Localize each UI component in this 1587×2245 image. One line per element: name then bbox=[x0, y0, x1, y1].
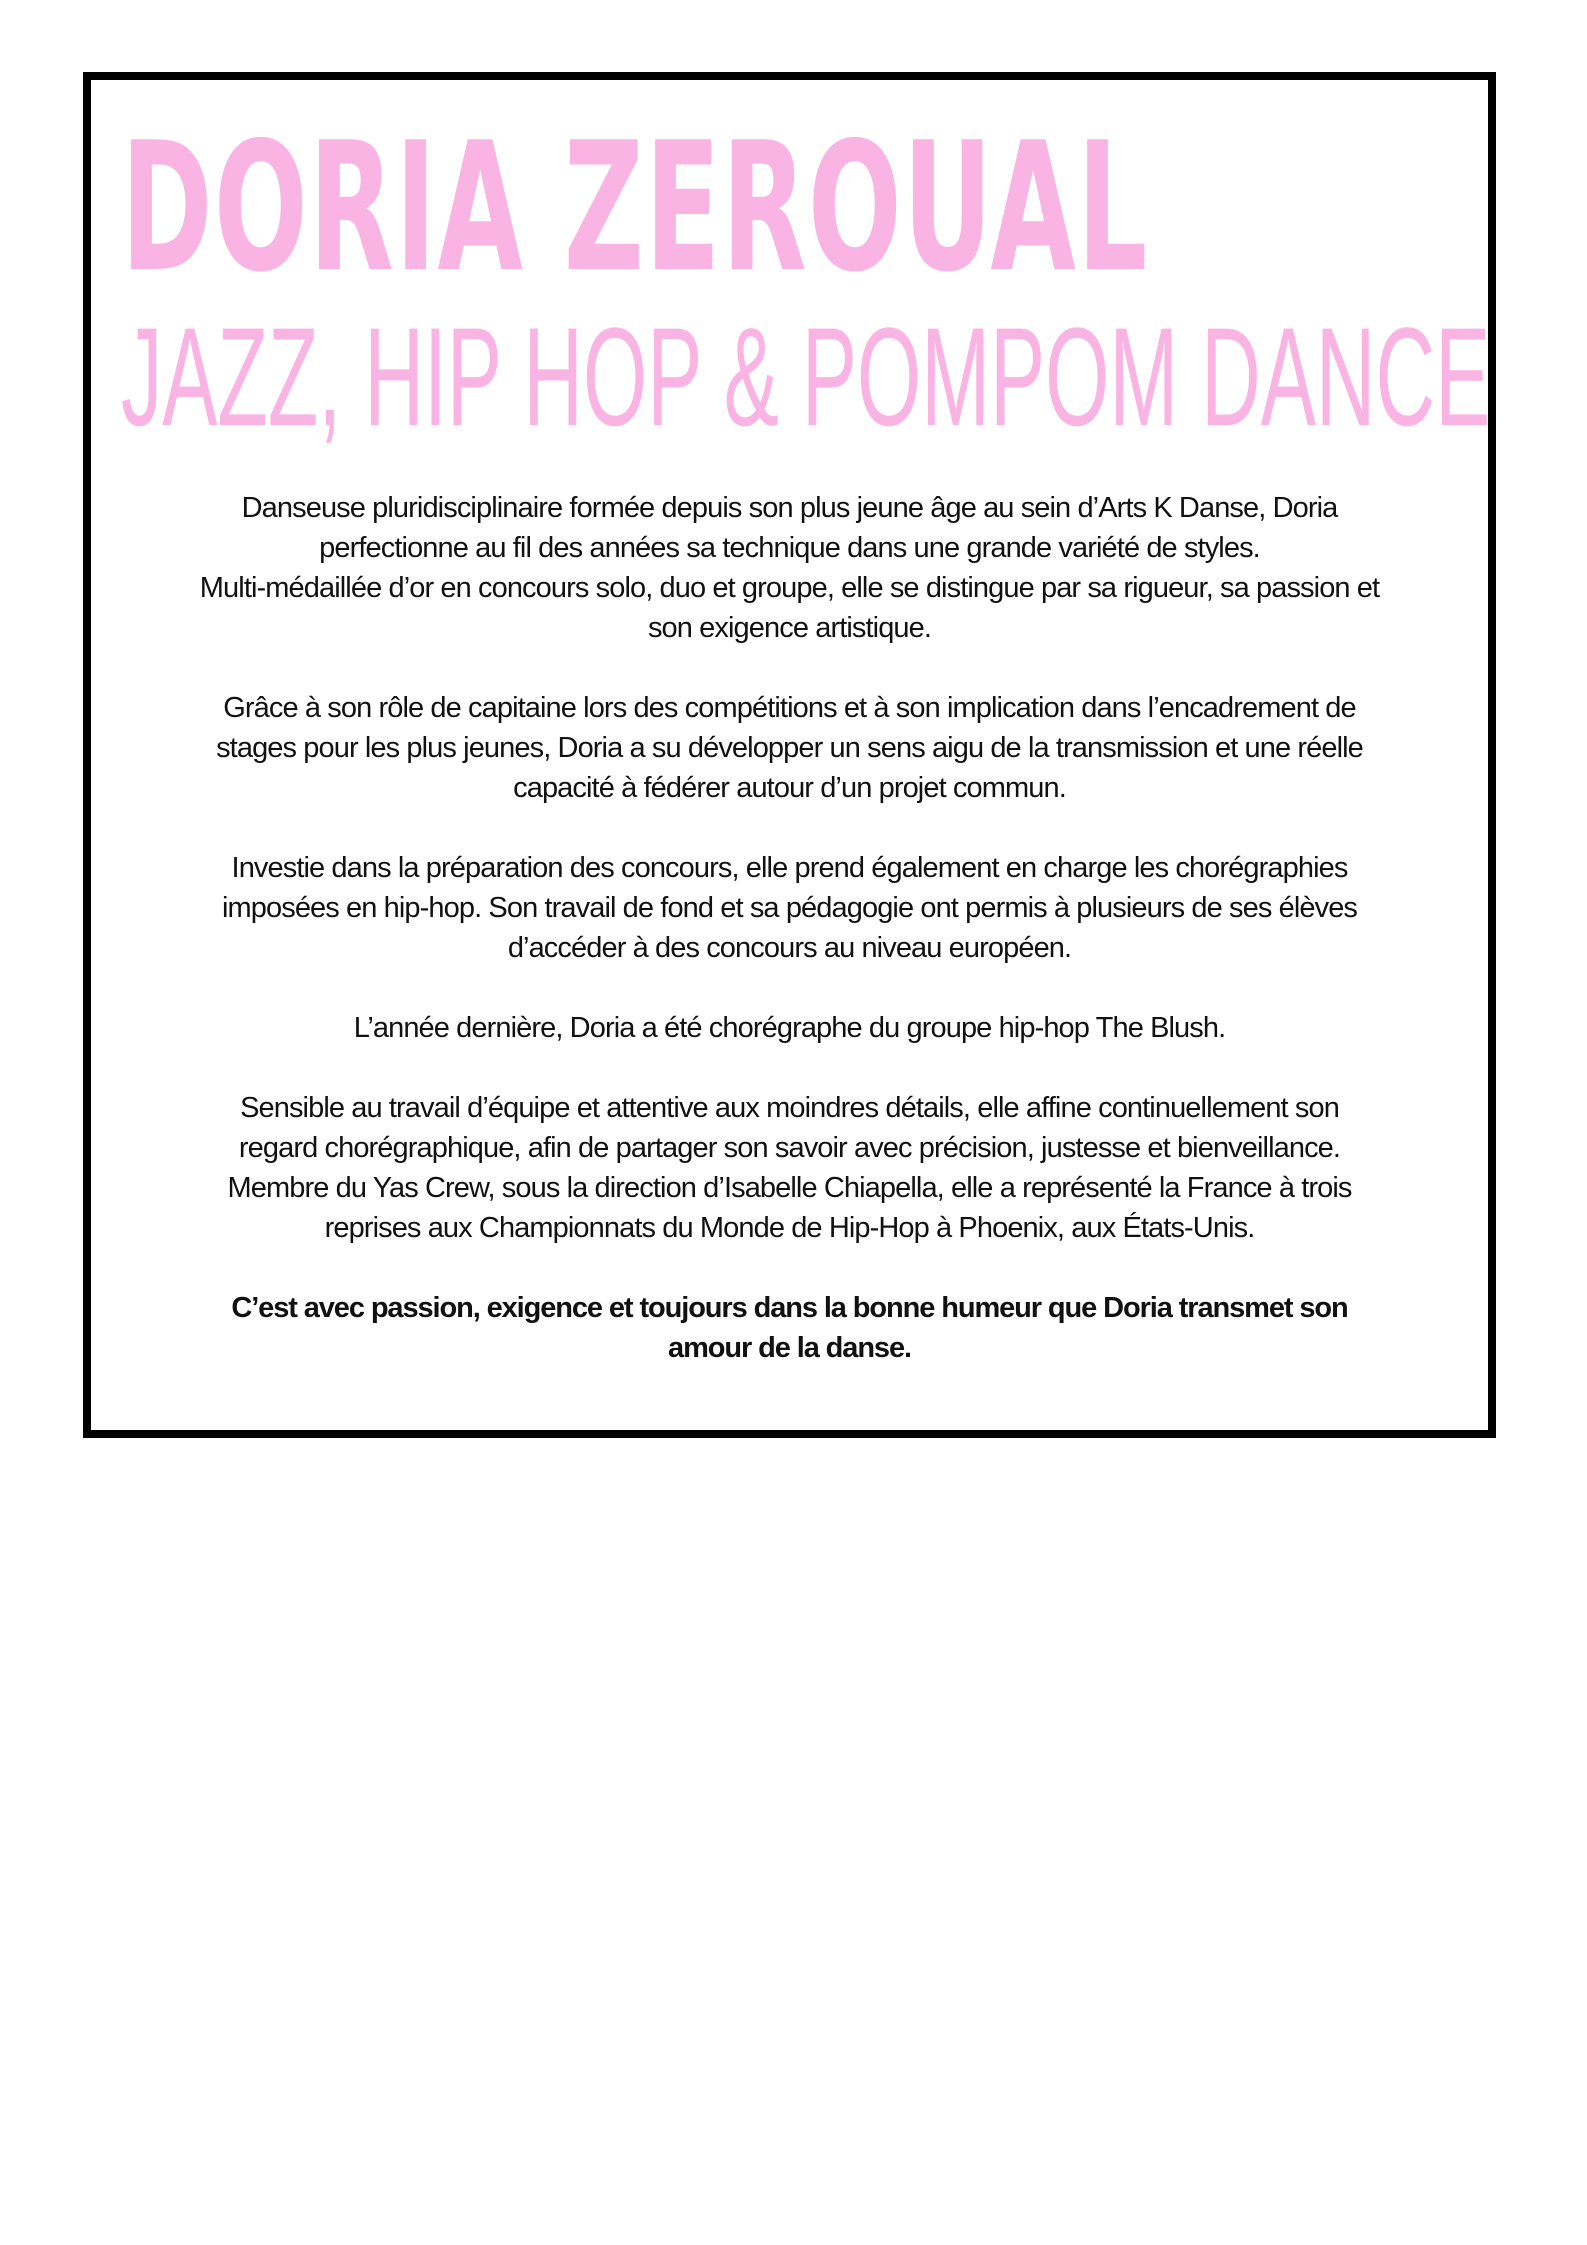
bio-line: son exigence artistique. bbox=[647, 612, 932, 644]
bio-line: perfectionne au fil des années sa technique dans une grande variété de styles. bbox=[319, 532, 1260, 564]
bio-line: Sensible au travail d’équipe et attentive aux moindres détails, elle affine continuellement son bbox=[240, 1092, 1339, 1124]
dance-disciplines: JAZZ, HIP HOP & POMPOM DANCE bbox=[121, 298, 1491, 455]
bio-paragraph-competitions bbox=[105, 848, 1474, 968]
bio-line: Multi-médaillée d’or en concours solo, duo et groupe, elle se distingue par sa rigueur, sa passion et bbox=[199, 572, 1380, 604]
bio-line: capacité à fédérer autour d’un projet commun. bbox=[513, 772, 1066, 804]
bio-line: Grâce à son rôle de capitaine lors des compétitions et à son implication dans l’encadrement de bbox=[223, 692, 1356, 724]
bio-paragraph-training bbox=[105, 488, 1474, 648]
bio-line: stages pour les plus jeunes, Doria a su développer un sens aigu de la transmission et une réelle bbox=[216, 732, 1363, 764]
bio-paragraph-choreographer bbox=[105, 1008, 1474, 1048]
bio-line: C’est avec passion, exigence et toujours dans la bonne humeur que Doria transmet son bbox=[231, 1292, 1348, 1324]
bio-line: Investie dans la préparation des concours, elle prend également en charge les chorégraphies bbox=[231, 852, 1348, 884]
bio-line: amour de la danse. bbox=[668, 1332, 911, 1364]
biography bbox=[105, 488, 1474, 1368]
bio-closing-statement bbox=[105, 1288, 1474, 1368]
dancer-name: DORIA ZEROUAL bbox=[121, 104, 1149, 311]
bio-paragraph-teamwork bbox=[105, 1088, 1474, 1248]
bio-line: reprises aux Championnats du Monde de Hip-Hop à Phoenix, aux États-Unis. bbox=[324, 1212, 1255, 1244]
bio-line: L’année dernière, Doria a été chorégraphe du groupe hip-hop The Blush. bbox=[353, 1012, 1226, 1044]
bio-line: regard chorégraphique, afin de partager son savoir avec précision, justesse et bienveillance. bbox=[238, 1132, 1341, 1164]
bio-paragraph-captain bbox=[105, 688, 1474, 808]
bio-line: imposées en hip-hop. Son travail de fond et sa pédagogie ont permis à plusieurs de ses élèves bbox=[221, 892, 1358, 924]
bio-line: Danseuse pluridisciplinaire formée depuis son plus jeune âge au sein d’Arts K Danse, Doria bbox=[241, 492, 1338, 524]
bio-frame bbox=[83, 72, 1496, 1438]
bio-line: Membre du Yas Crew, sous la direction d’Isabelle Chiapella, elle a représenté la France à trois bbox=[227, 1172, 1352, 1204]
bio-line: d’accéder à des concours au niveau européen. bbox=[507, 932, 1072, 964]
